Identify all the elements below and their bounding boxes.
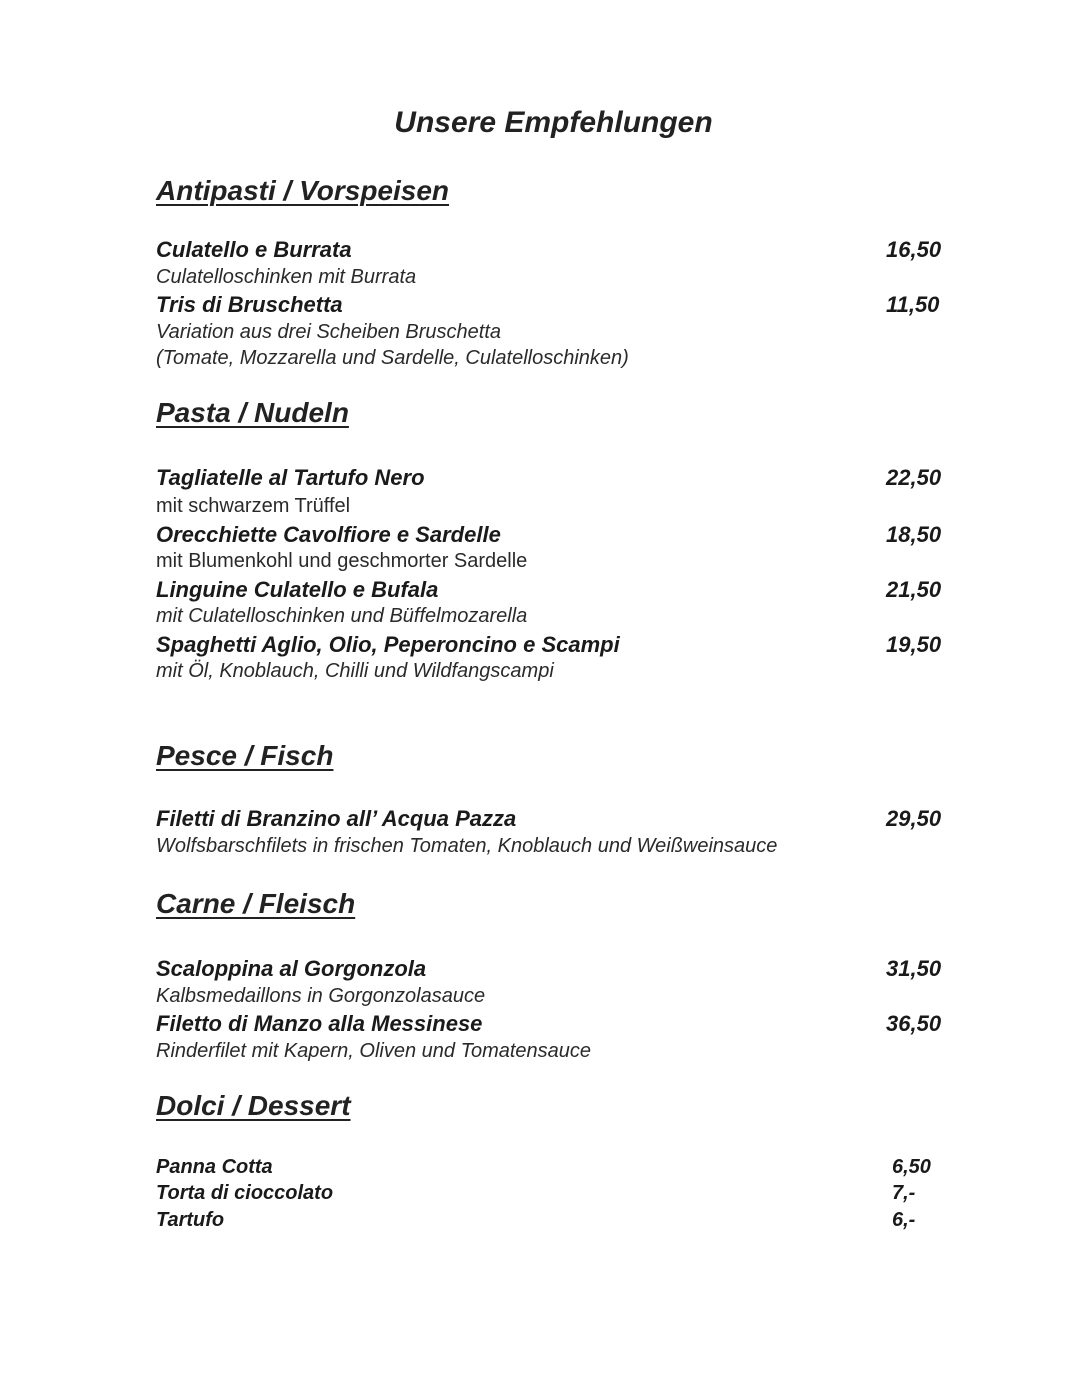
item-description: mit Culatelloschinken und Büffelmozarella (156, 605, 528, 627)
item-name: Filetto di Manzo alla Messinese (156, 1011, 483, 1036)
item-name: Tartufo (156, 1209, 225, 1231)
item-price: 19,50 (886, 632, 942, 657)
item-description: Rinderfilet mit Kapern, Oliven und Tomatensauce (156, 1040, 592, 1062)
item-name: Orecchiette Cavolfiore e Sardelle (156, 522, 501, 547)
item-name: Scaloppina al Gorgonzola (156, 956, 427, 981)
item-description: Kalbsmedaillons in Gorgonzolasauce (156, 985, 486, 1007)
item-price: 29,50 (886, 806, 942, 831)
item-price: 18,50 (886, 522, 942, 547)
item-price: 11,50 (886, 292, 940, 317)
section-heading-pesce: Pesce / Fisch (156, 740, 334, 771)
item-name: Torta di cioccolato (156, 1182, 334, 1204)
item-description: Wolfsbarschfilets in frischen Tomaten, Knoblauch und Weißweinsauce (156, 835, 778, 857)
section-heading-antipasti: Antipasti / Vorspeisen (156, 175, 450, 206)
item-price: 31,50 (886, 956, 942, 981)
item-name: Panna Cotta (156, 1156, 273, 1178)
item-name: Spaghetti Aglio, Olio, Peperoncino e Scampi (156, 632, 620, 657)
item-description: Variation aus drei Scheiben Bruschetta (156, 321, 502, 343)
section-heading-dolci: Dolci / Dessert (156, 1090, 351, 1121)
item-name: Tris di Bruschetta (156, 292, 343, 317)
item-price: 22,50 (886, 465, 942, 490)
item-description: mit Blumenkohl und geschmorter Sardelle (156, 550, 528, 572)
section-heading-carne: Carne / Fleisch (156, 888, 356, 919)
item-name: Filetti di Branzino all’ Acqua Pazza (156, 806, 517, 831)
item-price: 6,50 (892, 1156, 931, 1178)
item-description: Culatelloschinken mit Burrata (156, 266, 417, 288)
item-name: Culatello e Burrata (156, 237, 352, 262)
item-name: Linguine Culatello e Bufala (156, 577, 439, 602)
section-heading-pasta: Pasta / Nudeln (156, 397, 349, 428)
item-price: 7,- (892, 1182, 916, 1204)
item-price: 16,50 (886, 237, 942, 262)
item-name: Tagliatelle al Tartufo Nero (156, 465, 425, 490)
item-price: 21,50 (886, 577, 942, 602)
item-description: mit Öl, Knoblauch, Chilli und Wildfangscampi (156, 660, 554, 682)
item-price: 36,50 (886, 1011, 942, 1036)
page-title: Unsere Empfehlungen (394, 106, 713, 139)
item-description: mit schwarzem Trüffel (156, 495, 351, 517)
item-description: (Tomate, Mozzarella und Sardelle, Culatelloschinken) (156, 347, 629, 369)
item-price: 6,- (892, 1209, 916, 1231)
